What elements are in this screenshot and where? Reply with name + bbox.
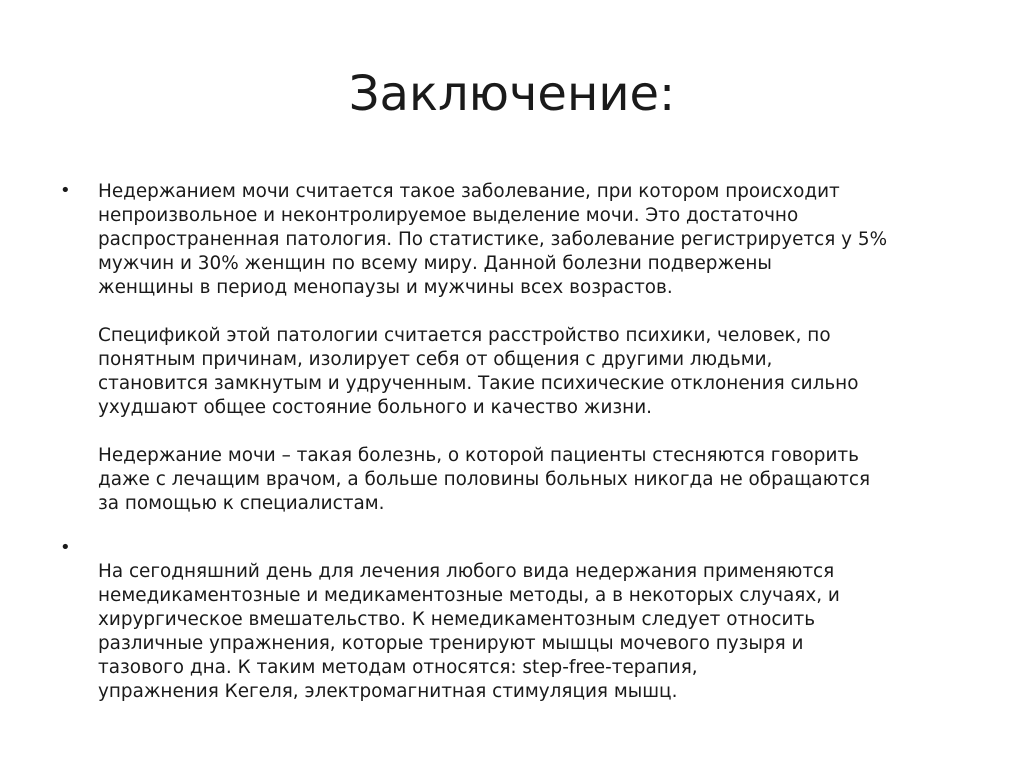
text-line: за помощью к специалистам. bbox=[98, 493, 385, 514]
text-line: Недержание мочи – такая болезнь, о которой пациенты стесняются говорить bbox=[98, 445, 859, 466]
section-2 bbox=[98, 560, 998, 728]
text-line: Спецификой этой патологии считается расстройство психики, человек, по bbox=[98, 325, 831, 346]
paragraph-3 bbox=[98, 444, 998, 516]
slide-title: Заключение: bbox=[348, 66, 676, 122]
text-line: распространенная патология. По статистике, заболевание регистрируется у 5% bbox=[98, 229, 888, 250]
bullet-marker-1: • bbox=[60, 180, 71, 201]
text-line: становится замкнутым и удрученным. Такие психические отклонения сильно bbox=[98, 373, 859, 394]
paragraph-1 bbox=[98, 180, 998, 300]
section-1 bbox=[98, 180, 998, 540]
paragraph-4 bbox=[98, 560, 998, 704]
text-line: хирургическое вмешательство. К немедикаментозным следует относить bbox=[98, 609, 816, 630]
bullet-marker-2: • bbox=[60, 537, 71, 558]
text-line: немедикаментозные и медикаментозные методы, а в некоторых случаях, и bbox=[98, 585, 840, 606]
text-line: понятным причинам, изолирует себя от общения с другими людьми, bbox=[98, 349, 773, 370]
text-line: даже с лечащим врачом, а больше половины больных никогда не обращаются bbox=[98, 469, 871, 490]
text-line: На сегодняшний день для лечения любого вида недержания применяются bbox=[98, 561, 835, 582]
text-line: непроизвольное и неконтролируемое выделение мочи. Это достаточно bbox=[98, 205, 799, 226]
text-line: женщины в период менопаузы и мужчины всех возрастов. bbox=[98, 277, 673, 298]
text-line: упражнения Кегеля, электромагнитная стимуляция мышц. bbox=[98, 681, 678, 702]
text-line: тазового дна. К таким методам относятся: step-free-терапия, bbox=[98, 657, 698, 678]
text-line: ухудшают общее состояние больного и качество жизни. bbox=[98, 397, 652, 418]
text-line: Недержанием мочи считается такое заболевание, при котором происходит bbox=[98, 181, 840, 202]
text-line: мужчин и 30% женщин по всему миру. Данной болезни подвержены bbox=[98, 253, 772, 274]
text-line: различные упражнения, которые тренируют мышцы мочевого пузыря и bbox=[98, 633, 804, 654]
paragraph-2 bbox=[98, 324, 998, 420]
